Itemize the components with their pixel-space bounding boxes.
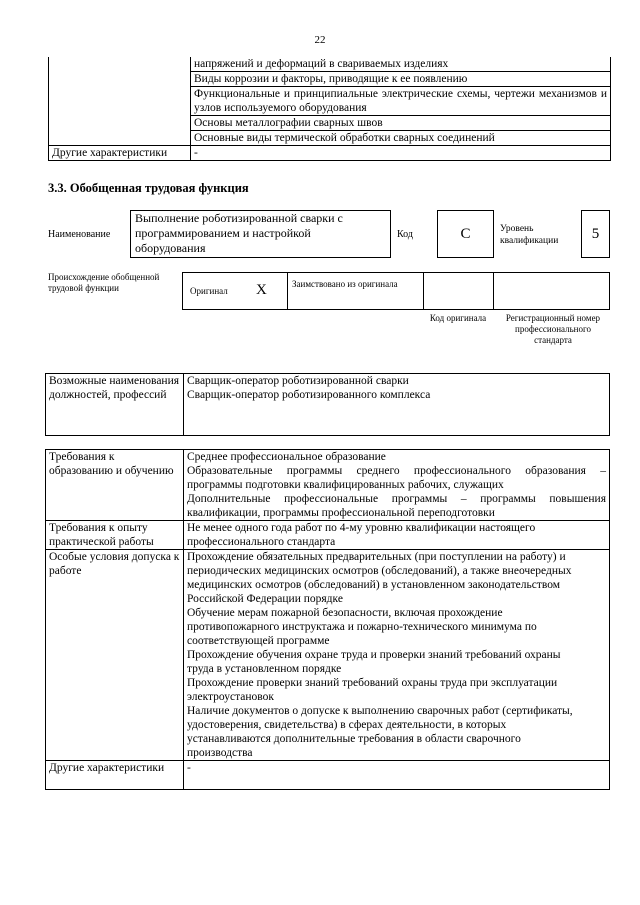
admission-item: Наличие документов о допуске к выполнению сварочных работ (сертификаты, удостоверения, свидетельства) в сферах деятельности, в которых устанавливаются дополнительные требования в области сварочного производства xyxy=(187,705,573,759)
origin-divider xyxy=(287,272,288,310)
origin-divider xyxy=(493,272,494,310)
other-characteristics-value: - xyxy=(191,146,611,161)
section-title: 3.3. Обобщенная трудовая функция xyxy=(48,181,249,195)
education-values xyxy=(184,450,610,521)
education-item: Среднее профессиональное образование xyxy=(187,451,386,463)
education-label: Требования к образованию и обучению xyxy=(46,450,184,521)
knowledge-item: Функциональные и принципиальные электрические схемы, чертежи механизмов и узлов используемого оборудования xyxy=(191,87,611,116)
position-item: Сварщик-оператор роботизированного комплекса xyxy=(187,389,431,401)
origin-divider xyxy=(423,272,424,310)
name-value: Выполнение роботизированной сварки с программированием и настройкой оборудования xyxy=(135,211,343,255)
other-characteristics-value: - xyxy=(184,761,610,790)
knowledge-item: Виды коррозии и факторы, приводящие к ее появлению xyxy=(191,72,611,87)
admission-item: Прохождение обязательных предварительных (при поступлении на работу) и периодических медицинских осмотров (обследований), а также внеочередных медицинских осмотров (обследований) в установленном законодательством Российской Федерации порядке xyxy=(187,551,572,605)
knowledge-item: Основы металлографии сварных швов xyxy=(191,116,611,131)
other-characteristics-label: Другие характеристики xyxy=(49,146,191,161)
admission-item: Прохождение проверки знаний требований охраны труда при эксплуатации электроустановок xyxy=(187,677,558,703)
positions-table xyxy=(45,373,610,436)
origin-label: Происхождение обобщенной трудовой функции xyxy=(48,272,160,293)
admission-values xyxy=(184,550,610,761)
code-label: Код xyxy=(397,229,413,240)
code-caption: Код оригинала xyxy=(429,313,487,323)
position-item: Сварщик-оператор роботизированной сварки xyxy=(187,375,409,387)
education-item: Дополнительные профессиональные программы – программы повышения квалификации, программы профессиональной переподготовки xyxy=(187,493,606,519)
knowledge-item: напряжений и деформаций в свариваемых изделиях xyxy=(191,57,611,72)
experience-label: Требования к опыту практической работы xyxy=(46,521,184,550)
name-label: Наименование xyxy=(48,229,111,240)
admission-item: Обучение мерам пожарной безопасности, включая прохождение противопожарного инструктажа и пожарно-технического минимума по соответствующей программе xyxy=(187,607,537,647)
education-item: Образовательные программы среднего профессионального образования – программы подготовки квалифицированных рабочих, служащих xyxy=(187,465,606,491)
level-label: Уровень квалификации xyxy=(500,224,559,246)
code-value: C xyxy=(460,226,471,242)
other-characteristics-label: Другие характеристики xyxy=(46,761,184,790)
reg-caption: Регистрационный номер профессионального стандарта xyxy=(505,313,601,345)
requirements-table xyxy=(45,449,610,790)
empty-label-cell xyxy=(49,57,191,146)
admission-item: Прохождение обучения охране труда и проверки знаний требований охраны труда в установленном порядке xyxy=(187,649,561,675)
positions-label: Возможные наименования должностей, профессий xyxy=(46,374,184,436)
original-mark: X xyxy=(256,282,267,298)
original-label: Оригинал xyxy=(190,286,228,296)
admission-label: Особые условия допуска к работе xyxy=(46,550,184,761)
origin-frame xyxy=(182,272,610,310)
experience-value: Не менее одного года работ по 4-му уровню квалификации настоящего профессионального стандарта xyxy=(184,521,610,550)
borrowed-label: Заимствовано из оригинала xyxy=(292,279,398,289)
knowledge-table xyxy=(48,57,611,161)
level-value: 5 xyxy=(591,226,600,242)
positions-values xyxy=(184,374,610,436)
page-number: 22 xyxy=(314,34,326,46)
knowledge-item: Основные виды термической обработки сварных соединений xyxy=(191,131,611,146)
